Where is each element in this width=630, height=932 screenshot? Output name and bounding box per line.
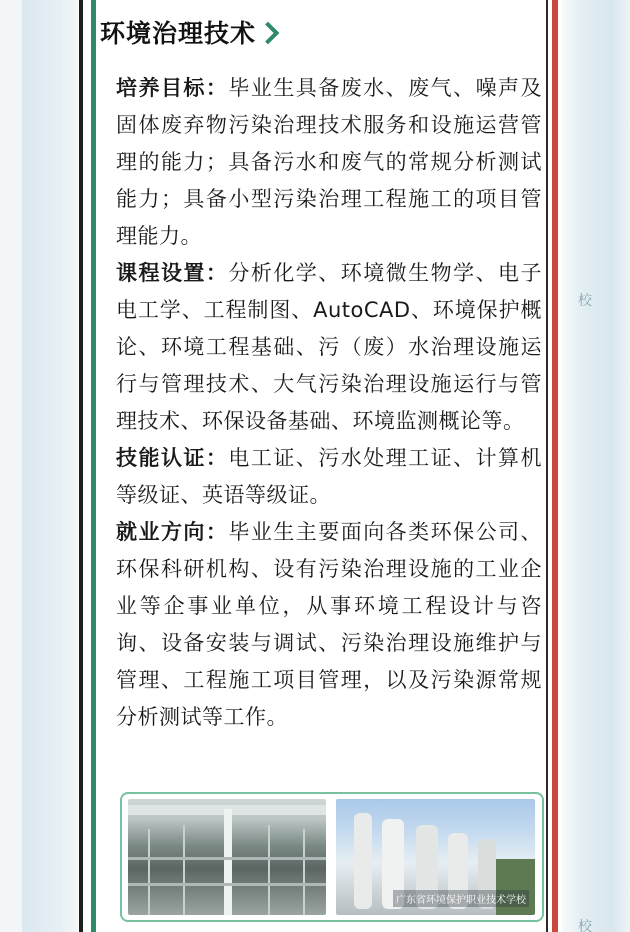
background-right-panel	[562, 0, 630, 932]
paragraph-label: 就业方向：	[116, 520, 229, 544]
right-border-line	[546, 0, 548, 932]
side-text-fragment: 校	[578, 293, 592, 309]
paragraph-career	[116, 514, 542, 736]
paragraph-text: 毕业生主要面向各类环保公司、环保科研机构、设有污染治理设施的工业企业等企事业单位，从事环境工程设计与咨询、设备安装与调试、污染治理设施维护与管理、工程施工项目管理，以及污染源常规分析测试等工作。	[116, 520, 543, 729]
wastewater-treatment-photo[interactable]	[128, 799, 326, 915]
school-watermark: 广东省环境保护职业技术学校	[393, 890, 529, 907]
exhaust-treatment-photo[interactable]	[336, 799, 535, 915]
paragraph-text: 分析化学、环境微生物学、电子电工学、工程制图、AutoCAD、环境保护概论、环境工程基础、污（废）水治理设施运行与管理技术、大气污染治理设施运行与管理技术、环保设备基础、环境监测概论等。	[116, 261, 543, 433]
article-body	[116, 70, 542, 736]
section-title-text: 环境治理技术	[100, 19, 257, 48]
paragraph-label: 课程设置：	[116, 261, 229, 285]
article-content	[98, 0, 544, 932]
section-heading[interactable]	[100, 14, 276, 50]
paragraph-training-goal	[116, 70, 542, 255]
paragraph-text: 电工证、污水处理工证、计算机等级证、英语等级证。	[116, 446, 543, 507]
right-accent-stripe	[552, 0, 558, 932]
paragraph-label: 技能认证：	[116, 446, 229, 470]
photo-gallery	[120, 792, 544, 922]
left-border-line	[79, 0, 83, 932]
paragraph-certification	[116, 440, 542, 514]
paragraph-courses	[116, 255, 542, 440]
side-text-fragment: 校	[578, 919, 592, 932]
paragraph-text: 毕业生具备废水、废气、噪声及固体废弃物污染治理技术服务和设施运营管理的能力；具备污水和废气的常规分析测试能力；具备小型污染治理工程施工的项目管理能力。	[116, 76, 543, 248]
background-left-panel	[0, 0, 78, 932]
paragraph-label: 培养目标：	[116, 76, 229, 100]
chevron-right-icon[interactable]	[257, 22, 280, 45]
left-accent-stripe	[91, 0, 96, 932]
